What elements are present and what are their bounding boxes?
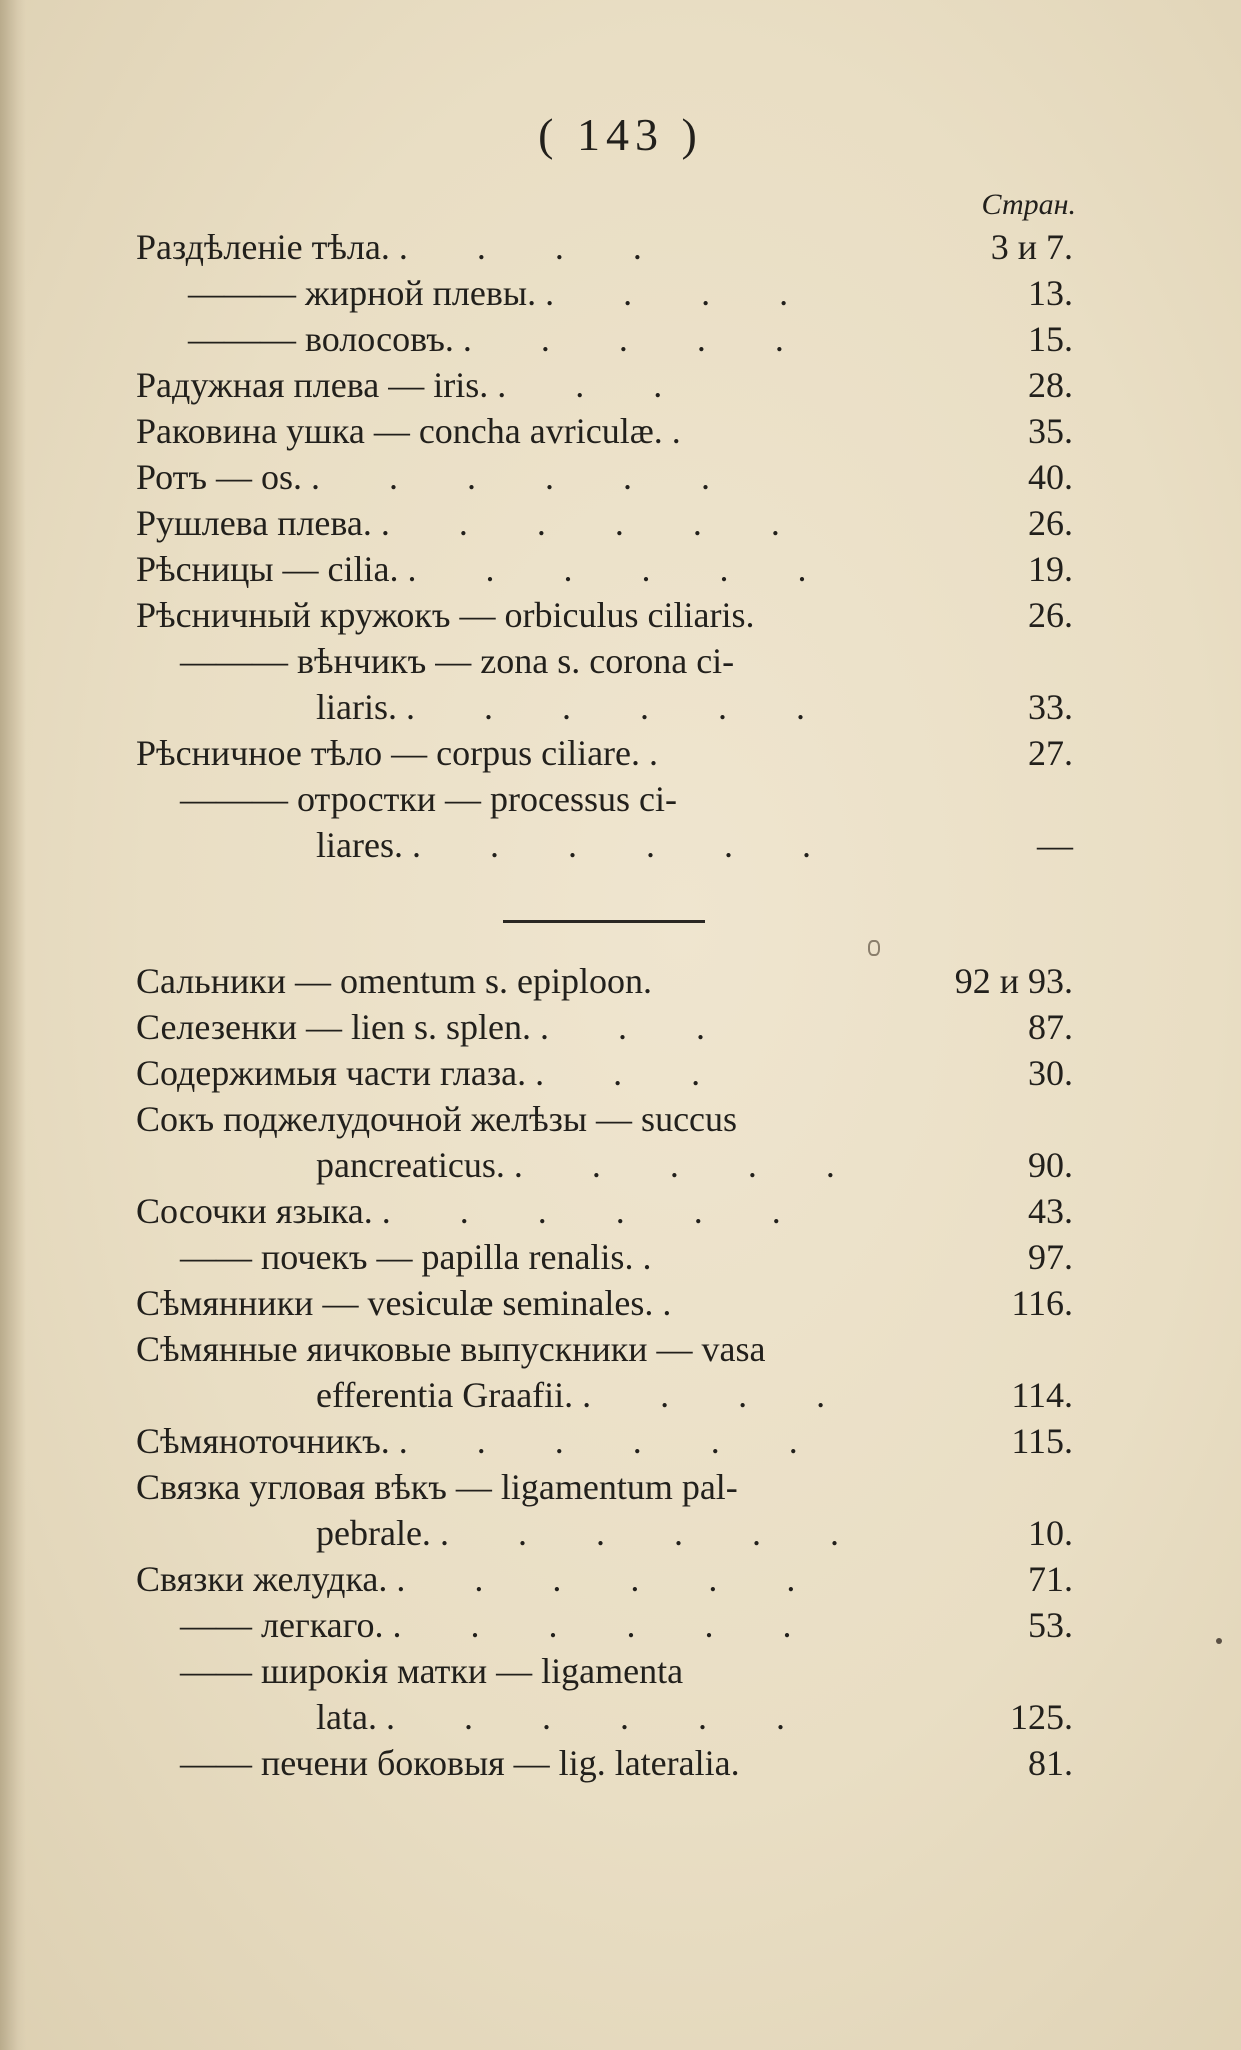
entry-text	[136, 958, 652, 1004]
leader-dots: . . . .	[582, 1375, 856, 1415]
entry-term: Рушлева плева.	[136, 503, 372, 543]
entry-page-number: 92 и 93.	[954, 961, 1073, 1001]
entry-text	[316, 1510, 869, 1556]
entry-text	[136, 1418, 828, 1464]
entry-text	[136, 730, 688, 776]
entry-page-number: 19.	[1028, 549, 1073, 589]
entry-term: —— почекъ — papilla renalis.	[180, 1237, 634, 1277]
entry-page-number: 114.	[1011, 1375, 1073, 1415]
entry-term: Раздѣленіе тѣла.	[136, 227, 390, 267]
index-entry	[0, 1004, 1241, 1050]
entry-text	[188, 316, 814, 362]
index-entry	[0, 1464, 1241, 1510]
entry-term: efferentia Graafii.	[316, 1375, 574, 1415]
index-entry	[0, 316, 1241, 362]
leader-dots: . . . . . .	[396, 1559, 826, 1599]
entry-page-number: 53.	[1028, 1605, 1073, 1645]
entry-text	[136, 1556, 825, 1602]
entry-term: ——— жирной плевы.	[188, 273, 537, 313]
entry-term: ——— вѣнчикъ — zona s. corona ci-	[180, 641, 735, 681]
leader-dots: . . . .	[545, 273, 819, 313]
leader-dots: .	[642, 1237, 682, 1277]
entry-text	[136, 224, 672, 270]
entry-term: Связки желудка.	[136, 1559, 388, 1599]
entry-text	[316, 684, 835, 730]
entry-term: pancreaticus.	[316, 1145, 505, 1185]
index-entry	[0, 958, 1241, 1004]
index-entry	[0, 1188, 1241, 1234]
index-entry	[0, 1602, 1241, 1648]
entry-page-number: 30.	[1028, 1053, 1073, 1093]
index-entry	[0, 546, 1241, 592]
index-entry	[0, 1234, 1241, 1280]
entry-text	[180, 1234, 681, 1280]
entry-page-number: 125.	[1010, 1697, 1073, 1737]
entry-term: Связка угловая вѣкъ — ligamentum pal-	[136, 1467, 738, 1507]
index-entry	[0, 1740, 1241, 1786]
entry-term: Рѣсничный кружокъ — orbiculus ciliaris.	[136, 595, 755, 635]
index-entry	[0, 1648, 1241, 1694]
index-entry	[0, 1694, 1241, 1740]
entry-term: Сѣмянники — vesiculæ seminales.	[136, 1283, 654, 1323]
index-entry	[0, 1372, 1241, 1418]
entry-text	[136, 1188, 811, 1234]
leader-dots: . . . . . .	[407, 549, 837, 589]
index-entry	[0, 776, 1241, 822]
entry-term: Сосочки языка.	[136, 1191, 373, 1231]
entry-text	[188, 270, 818, 316]
entry-text	[316, 1694, 815, 1740]
index-entry	[0, 500, 1241, 546]
entry-term: —— печени боковыя — lig. lateralia.	[180, 1743, 740, 1783]
leader-dots: . . . .	[398, 227, 672, 267]
entry-text	[180, 1648, 683, 1694]
leader-dots: . . .	[540, 1007, 736, 1047]
index-entry	[0, 270, 1241, 316]
entry-text	[136, 454, 740, 500]
leader-dots: .	[671, 411, 711, 451]
entry-page-number: 116.	[1011, 1283, 1073, 1323]
index-entry	[0, 638, 1241, 684]
entry-page-number: —	[1037, 825, 1073, 865]
leader-dots: . . . . . .	[381, 1191, 811, 1231]
leader-dots: . . . . .	[462, 319, 814, 359]
entry-term: lata.	[316, 1697, 377, 1737]
entry-term: Раковина ушка — concha avriculæ.	[136, 411, 663, 451]
entry-page-number: 35.	[1028, 411, 1073, 451]
entry-text	[180, 1740, 740, 1786]
index-entry	[0, 822, 1241, 868]
entry-term: Рѣсницы — cilia.	[136, 549, 399, 589]
index-entry	[0, 684, 1241, 730]
leader-dots: . . . . . .	[385, 1697, 815, 1737]
section-divider	[503, 920, 705, 923]
index-entry	[0, 592, 1241, 638]
index-entry	[0, 1050, 1241, 1096]
leader-dots: . . . . . .	[380, 503, 810, 543]
leader-dots: .	[662, 1283, 702, 1323]
entry-page-number: 43.	[1028, 1191, 1073, 1231]
entry-page-number: 71.	[1028, 1559, 1073, 1599]
entry-text	[136, 1280, 701, 1326]
entry-text	[136, 408, 711, 454]
page-number-header: ( 143 )	[538, 109, 703, 160]
entry-text	[136, 546, 837, 592]
index-entry	[0, 224, 1241, 270]
leader-dots: . . . . .	[513, 1145, 865, 1185]
entry-text	[136, 1096, 737, 1142]
entry-term: Сокъ поджелудочной желѣзы — succus	[136, 1099, 738, 1139]
index-entry	[0, 1510, 1241, 1556]
entry-page-number: 27.	[1028, 733, 1073, 773]
index-entry	[0, 408, 1241, 454]
entry-page-number: 26.	[1028, 503, 1073, 543]
leader-dots: . . . . . .	[392, 1605, 822, 1645]
leader-dots: . . . . . .	[405, 687, 835, 727]
entry-term: Ротъ — os.	[136, 457, 303, 497]
entry-term: —— легкаго.	[180, 1605, 384, 1645]
entry-text	[316, 1142, 865, 1188]
page-column-label: Стран.	[981, 188, 1076, 221]
index-entry	[0, 730, 1241, 776]
entry-page-number: 90.	[1028, 1145, 1073, 1185]
entry-term: liaris.	[316, 687, 397, 727]
entry-page-number: 97.	[1028, 1237, 1073, 1277]
paper-speck	[1216, 1638, 1222, 1644]
leader-dots: . . . . . .	[411, 825, 841, 865]
entry-page-number: 28.	[1028, 365, 1073, 405]
entry-text	[136, 1004, 735, 1050]
entry-term: Рѣсничное тѣло — corpus ciliare.	[136, 733, 641, 773]
entry-text	[136, 1050, 730, 1096]
entry-term: Сѣмянные яичковые выпускники — vasa	[136, 1329, 766, 1369]
entry-text	[180, 638, 734, 684]
index-entry	[0, 1556, 1241, 1602]
leader-dots: . . . . . .	[311, 457, 741, 497]
entry-term: Содержимыя части глаза.	[136, 1053, 527, 1093]
entry-term: Сѣмяноточникъ.	[136, 1421, 390, 1461]
ink-mark	[868, 940, 880, 956]
entry-page-number: 3 и 7.	[990, 227, 1073, 267]
entry-text	[136, 592, 754, 638]
entry-text	[136, 1326, 766, 1372]
index-entry	[0, 454, 1241, 500]
entry-text	[136, 1464, 738, 1510]
leader-dots: . . . . . .	[398, 1421, 828, 1461]
entry-text	[136, 500, 810, 546]
index-entry	[0, 362, 1241, 408]
leader-dots: . . .	[497, 365, 693, 405]
leader-dots: . . . . . .	[439, 1513, 869, 1553]
index-entry	[0, 1142, 1241, 1188]
index-entry	[0, 1096, 1241, 1142]
entry-term: pebrale.	[316, 1513, 431, 1553]
entry-page-number: 115.	[1011, 1421, 1073, 1461]
entry-page-number: 81.	[1028, 1743, 1073, 1783]
entry-text	[316, 822, 841, 868]
entry-page-number: 10.	[1028, 1513, 1073, 1553]
entry-term: liares.	[316, 825, 403, 865]
entry-text	[180, 776, 677, 822]
entry-page-number: 26.	[1028, 595, 1073, 635]
entry-page-number: 87.	[1028, 1007, 1073, 1047]
entry-page-number: 40.	[1028, 457, 1073, 497]
leader-dots: .	[649, 733, 689, 773]
entry-term: Радужная плева — iris.	[136, 365, 489, 405]
leader-dots: . . .	[535, 1053, 731, 1093]
index-entry	[0, 1418, 1241, 1464]
index-entry	[0, 1280, 1241, 1326]
entry-text	[316, 1372, 855, 1418]
entry-term: ——— волосовъ.	[188, 319, 454, 359]
entry-term: Селезенки — lien s. splen.	[136, 1007, 532, 1047]
entry-page-number: 13.	[1028, 273, 1073, 313]
entry-page-number: 33.	[1028, 687, 1073, 727]
entry-term: ——— отростки — processus ci-	[180, 779, 678, 819]
index-entry	[0, 1326, 1241, 1372]
entry-text	[180, 1602, 822, 1648]
entry-text	[136, 362, 692, 408]
entry-term: —— широкія матки — ligamenta	[180, 1651, 684, 1691]
entry-page-number: 15.	[1028, 319, 1073, 359]
entry-term: Сальники — omentum s. epiploon.	[136, 961, 652, 1001]
